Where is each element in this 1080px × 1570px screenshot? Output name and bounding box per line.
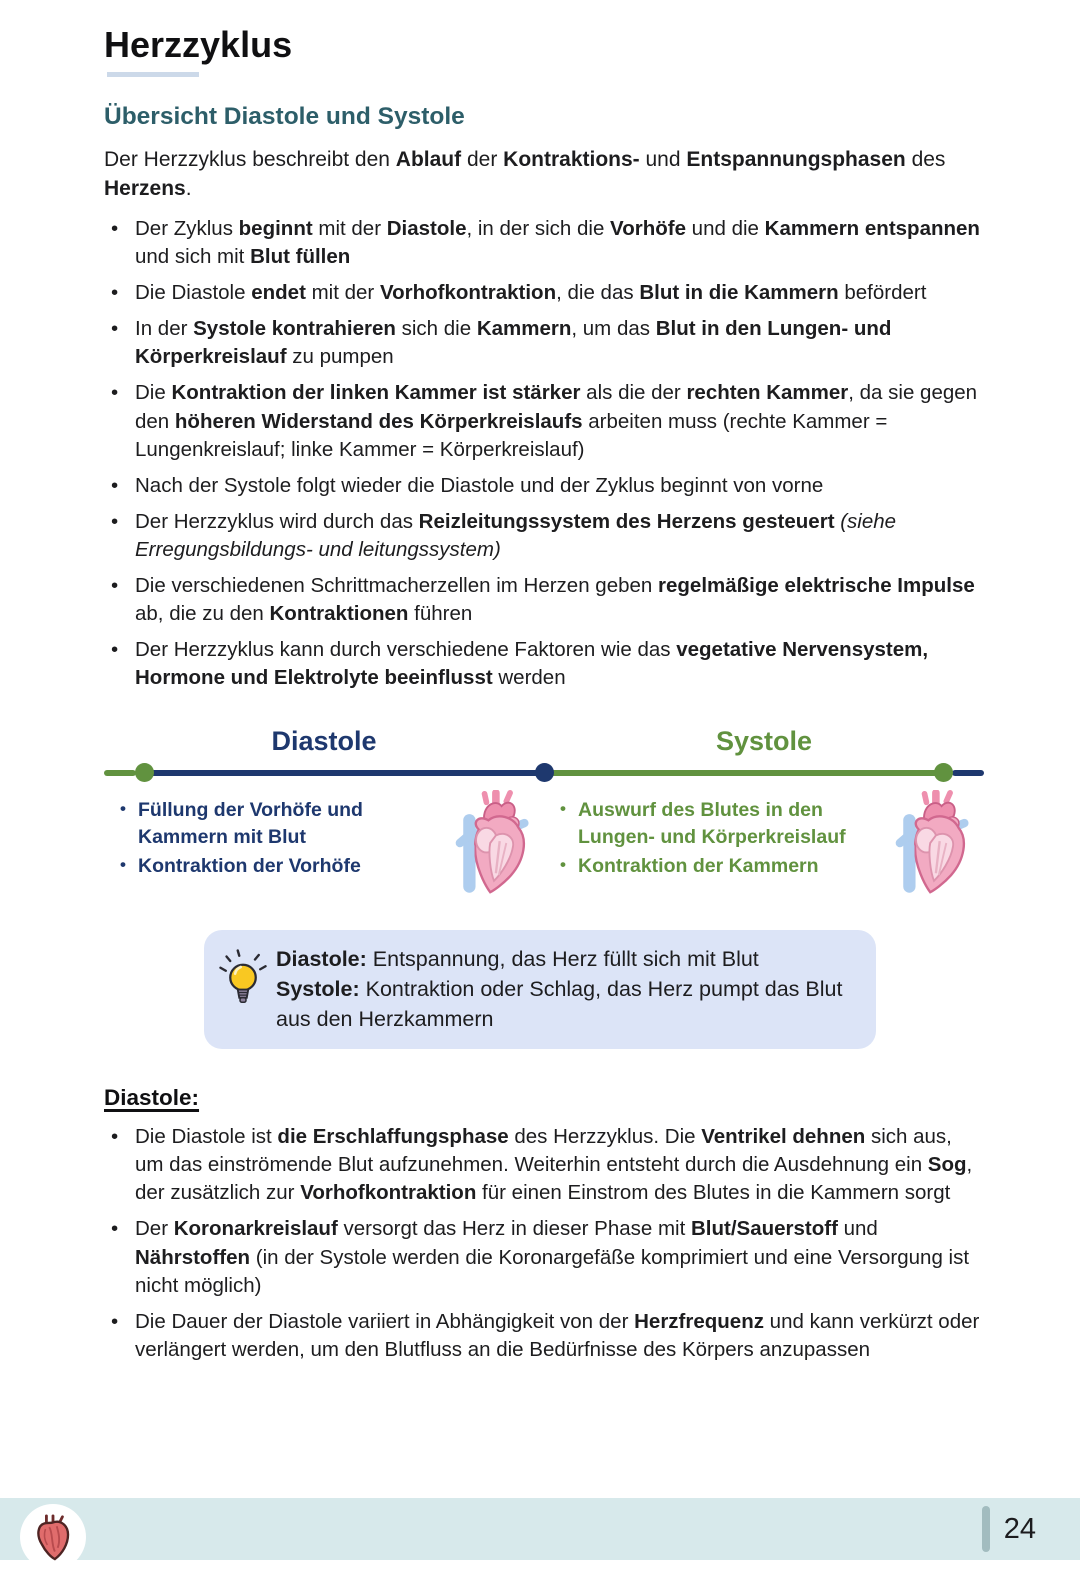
timeline-columns <box>104 794 984 896</box>
diastole-phase-list <box>104 794 444 879</box>
lightbulb-icon <box>219 948 267 1010</box>
overview-bullet-list <box>104 215 984 692</box>
list-item: • Die Dauer der Diastole variiert in Abhängigkeit von der Herzfrequenz und kann verkürzt oder verlängert werden, um den Blutfluss an die Bedürfnisse des Körpers anzupassen <box>104 1308 984 1364</box>
diastole-bullet-list <box>104 1123 984 1364</box>
diastole-heading: Diastole: <box>104 1085 200 1111</box>
timeline-segment-diastole <box>153 770 536 776</box>
page-number-area <box>982 1498 1036 1560</box>
list-item: • In der Systole kontrahieren sich die Kammern, um das Blut in den Lungen- und Körperkreislauf zu pumpen <box>104 315 984 371</box>
heart-illustration <box>444 790 544 896</box>
timeline-label-diastole: Diastole <box>271 726 377 757</box>
intro-paragraph: Der Herzzyklus beschreibt den Ablauf der Kontraktions- und Entspannungsphasen des Herzens. <box>104 148 946 200</box>
timeline-segment-restart <box>952 770 984 776</box>
timeline-headers <box>104 726 984 757</box>
timeline-dot-middle <box>535 763 554 782</box>
phase-timeline <box>104 726 984 896</box>
list-item: • Die Diastole ist die Erschlaffungsphase des Herzzyklus. Die Ventrikel dehnen sich aus, um das einströmende Blut aufzunehmen. Weiterhin entsteht durch die Ausdehnung ein Sog, der zusätzlich zur Vorhofkontraktion für einen Einstrom des Blutes in die Kammern sorgt <box>104 1123 984 1207</box>
timeline-dot-start <box>135 763 154 782</box>
list-item: • Kontraktion der Kammern <box>560 853 876 879</box>
hint-callout <box>204 930 876 1049</box>
page-title: Herzzyklus <box>104 24 293 65</box>
page-footer <box>0 1498 1080 1560</box>
title-underline-decoration <box>107 72 199 77</box>
timeline-segment-systole <box>553 770 936 776</box>
systole-phase-list <box>544 794 884 879</box>
timeline-label-systole: Systole <box>715 726 813 757</box>
list-item: • Der Herzzyklus kann durch verschiedene Faktoren wie das vegetative Nervensystem, Hormone und Elektrolyte beeinflusst werden <box>104 636 984 692</box>
page-number: 24 <box>1003 1512 1036 1545</box>
list-item: • Die Diastole endet mit der Vorhofkontraktion, die das Blut in die Kammern befördert <box>104 279 984 307</box>
list-item: • Auswurf des Blutes in den Lungen- und Körperkreislauf <box>560 797 876 850</box>
timeline-dot-end <box>934 763 953 782</box>
timeline-diastole-column <box>104 794 544 896</box>
page-number-separator <box>982 1506 990 1552</box>
list-item: • Kontraktion der Vorhöfe <box>120 853 436 879</box>
callout-line-systole: Systole: Kontraktion oder Schlag, das Herz pumpt das Blut aus den Herzkammern <box>276 976 843 1031</box>
list-item: • Die verschiedenen Schrittmacherzellen im Herzen geben regelmäßige elektrische Impulse ab, die zu den Kontraktionen führen <box>104 572 984 628</box>
heart-illustration <box>884 790 984 896</box>
footer-logo <box>20 1504 86 1570</box>
section-heading: Übersicht Diastole und Systole <box>104 103 465 130</box>
list-item: • Füllung der Vorhöfe und Kammern mit Blut <box>120 797 436 850</box>
timeline-segment-start <box>104 770 136 776</box>
timeline-line <box>104 763 984 782</box>
list-item: • Die Kontraktion der linken Kammer ist stärker als die der rechten Kammer, da sie gegen den höheren Widerstand des Körperkreislaufs arbeiten muss (rechte Kammer = Lungenkreislauf; linke Kammer = Körperkreislauf) <box>104 379 984 463</box>
list-item: • Der Koronarkreislauf versorgt das Herz in dieser Phase mit Blut/Sauerstoff und Nährstoffen (in der Systole werden die Koronargefäße komprimiert und eine Versorgung ist nicht möglich) <box>104 1215 984 1299</box>
list-item: • Der Zyklus beginnt mit der Diastole, in der sich die Vorhöfe und die Kammern entspannen und sich mit Blut füllen <box>104 215 984 271</box>
list-item: • Der Herzzyklus wird durch das Reizleitungssystem des Herzens gesteuert (siehe Erregungsbildungs- und leitungssystem) <box>104 508 984 564</box>
callout-line-diastole: Diastole: Entspannung, das Herz füllt sich mit Blut <box>276 947 759 972</box>
anatomical-heart-icon <box>34 1514 72 1561</box>
list-item: • Nach der Systole folgt wieder die Diastole und der Zyklus beginnt von vorne <box>104 472 984 500</box>
timeline-systole-column <box>544 794 984 896</box>
